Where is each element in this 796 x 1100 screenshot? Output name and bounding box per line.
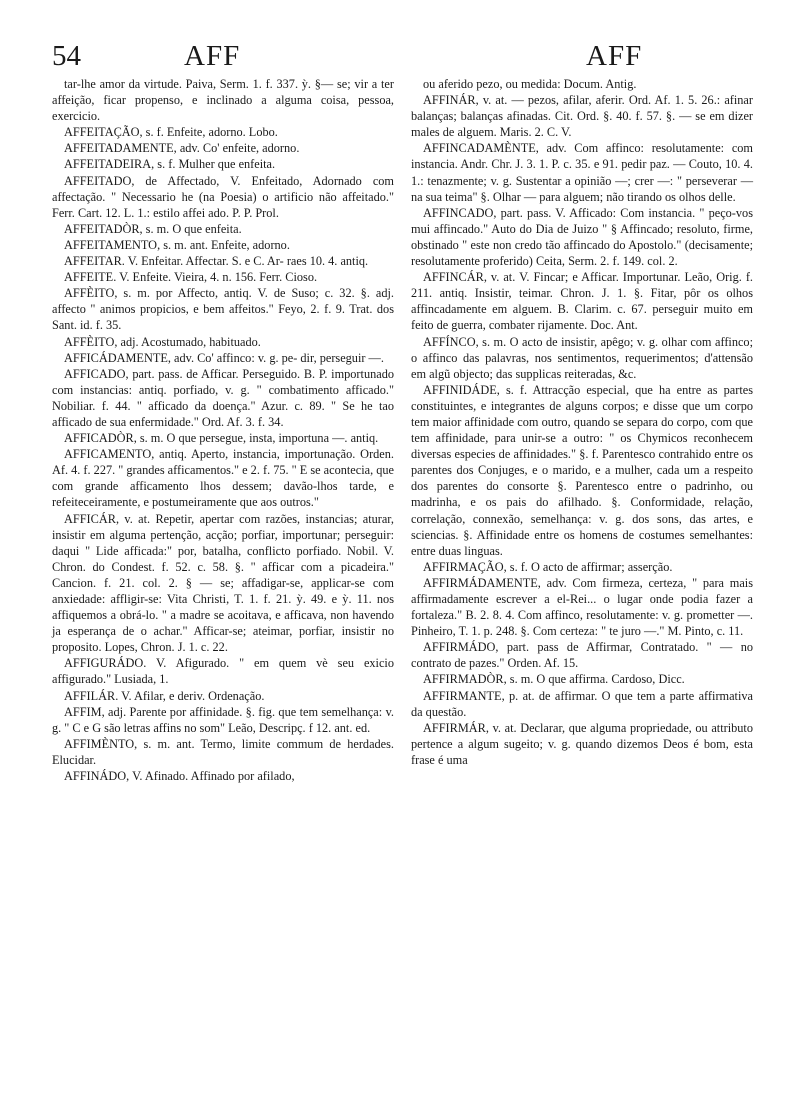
- page-number: 54: [52, 40, 81, 72]
- entry: AFFICAMENTO, antiq. Aperto, instancia, importunação. Orden. Af. 4. f. 227. " grandes afficamentos." e 2. f. 75. " E se acontecia, que com grande afficamento lhos dessem; davão-lhos tarde, e refeiteceiramente, e postumeiramente que aos outros.": [52, 447, 394, 510]
- entry: AFFÍNCO, s. m. O acto de insistir, apêgo; v. g. olhar com affinco; o affinco das palavras, nos sentimentos, requerimentos; d'attensão em algũ objecto; das supplicas reiteradas, &c.: [411, 334, 753, 381]
- entry: AFFICÁDAMENTE, adv. Co' affinco: v. g. pe- dir, perseguir —.: [64, 350, 384, 365]
- entry: AFFIRMADÒR, s. m. O que affirma. Cardoso, Dicc.: [423, 672, 685, 687]
- entry: AFFINCÁR, v. at. V. Fincar; e Afficar. Importunar. Leão, Orig. f. 211. antiq. Insistir, teimar. Chron. J. 1. §. Fitar, pôr os olhos affincadamente em alguem. B. Clarim. c. 67. perseguir muito em feito de guerra, combater rijamente. Doc. Ant.: [411, 270, 753, 333]
- left-column: [52, 76, 394, 784]
- entry: ou aferido pezo, ou medida: Docum. Antig.: [423, 77, 637, 91]
- entry: AFFEITAMENTO, s. m. ant. Enfeite, adorno.: [64, 237, 290, 252]
- entry: AFFEITADÒR, s. m. O que enfeita.: [64, 221, 242, 236]
- entry: AFFINÁDO, V. Afinado. Affinado por afilado,: [64, 769, 295, 784]
- entry: AFFIRMÁDO, part. pass de Affirmar, Contratado. " — no contrato de pazes." Orden. Af. 15.: [411, 640, 753, 671]
- entry: AFFICÁR, v. at. Repetir, apertar com razões, instancias; aturar, insistir em alguma pertenção, acção; porfiar, importunar; perseguir: daqui " Lide afficada:" por, batalha, conflicto porfiado. Nobil. V. Chron. do Condest. f. 52. c. 58. §. " afficar com a picadeira." Cancion. f. 21. col. 2. § — se; affadigar-se, applicar-se com anxiedade: affligir-se: Vita Christi, T. 1. f. 21. ỳ. 49. e ỳ. 11. nos affiquemos a obrá-lo. " a madre se acoitava, e afficava, non havendo ja esperança de o achar." Afficar-se; ateimar, porfiar, insistir no proposito. Lopes, Chron. J. 1. c. 22.: [52, 511, 394, 655]
- running-head-right: AFF: [586, 40, 643, 72]
- entry: AFFIGURÁDO. V. Afigurado. " em quem vè seu exicio affigurado." Lusiada, 1.: [52, 656, 394, 687]
- entry: AFFICADÒR, s. m. O que persegue, insta, importuna —. antiq.: [64, 431, 379, 446]
- entry: AFFIM, adj. Parente por affinidade. §. fig. que tem semelhança: v. g. " C e G são letras affins no som" Leão, Descripç. f 12. ant. ed.: [52, 704, 394, 735]
- entry: AFFIRMANTE, p. at. de affirmar. O que tem a parte affirmativa da questão.: [411, 688, 753, 719]
- entry: AFFINCADAMÈNTE, adv. Com affinco: resolutamente: com instancia. Andr. Chr. J. 3. 1. P. c. 35. e 91. pedir paz. — Couto, 10. 4. 1.: tenazmente; v. g. Sustentar a opinião —; crer —: " perseverar — na sua teima" §. Olhar — para alguem; não tirando os olhos delle.: [411, 141, 753, 204]
- entry: AFFÈITO, adj. Acostumado, habituado.: [64, 334, 261, 349]
- entry: AFFILÁR. V. Afilar, e deriv. Ordenação.: [64, 688, 265, 703]
- entry: AFFINIDÁDE, s. f. Attracção especial, que ha entre as partes constituintes, e integrantes de alguns corpos; e disse que um corpo tem maior affinidade com outro, quando se separa do corpo, com que tem affinidade, para unir-se a outro: " os Chymicos reconhecem diversas especies de affinidades." §. f. Parentesco contrahido entre os parentes dos Conjuges, e o marido, e a mulher, cada um a respeito dos parentes do consorte §. Parentesco entre o padrinho, ou madrinha, e os pais do afilhado. §. Conformidade, relação, correlação, connexão, semelhança: v. g. dos sons, das artes, e sciencias. §. Affinidade entre os homens de costumes semelhantes: entre duas linguas.: [411, 382, 753, 558]
- running-head-left: AFF: [184, 40, 241, 72]
- entry: tar-lhe amor da virtude. Paiva, Serm. 1. f. 337. ỳ. §— se; vir a ter affeição, ficar propenso, e inclinado a alguma coisa, pessoa, exercicio.: [52, 77, 394, 124]
- entry: AFFIRMÁR, v. at. Declarar, que alguma propriedade, ou attributo pertence a algum sugeito; v. g. quando dizemos Deos é bom, esta frase é uma: [411, 720, 753, 767]
- entry: AFFEITADO, de Affectado, V. Enfeitado, Adornado com affectação. " Necessario he (na Poesia) o artificio não affeitado." Ferr. Cart. 12. L. 1.: estilo affei ado. P. P. Prol.: [52, 173, 394, 220]
- entry: AFFIRMAÇÃO, s. f. O acto de affirmar; asserção.: [423, 559, 673, 574]
- right-column: [411, 76, 753, 768]
- entry: AFFEITADAMENTE, adv. Co' enfeite, adorno.: [64, 141, 300, 156]
- entry: AFFINÁR, v. at. — pezos, afilar, aferir. Ord. Af. 1. 5. 26.: afinar balanças; balanças afinadas. Cit. Ord. §. 40. f. 57. §. — se em dizer males de alguem. Maris. 2. C. V.: [411, 93, 753, 140]
- entry: AFFEITE. V. Enfeite. Vieira, 4. n. 156. Ferr. Cioso.: [64, 270, 318, 285]
- entry: AFFINCADO, part. pass. V. Afficado: Com instancia. " peço-vos mui affincado." Auto do Dia de Juizo " § Affincado; resoluto, firme, obstinado " este non credo tão affincado do Apostolo." (decisamente; resolutamente proferido) Ceita, Serm. 2. f. 149. col. 2.: [411, 205, 753, 269]
- entry: AFFEITADEIRA, s. f. Mulher que enfeita.: [64, 157, 276, 172]
- entry: AFFIMÈNTO, s. m. ant. Termo, limite commum de herdades. Elucidar.: [52, 736, 394, 767]
- entry: AFFEITAÇÃO, s. f. Enfeite, adorno. Lobo.: [64, 125, 278, 140]
- entry: AFFIRMÁDAMENTE, adv. Com firmeza, certeza, " para mais affirmadamente escrever a el-Rei... o lugar onde podia fazer a fortaleza." B. 2. 8. 4. Com affinco, resolutamente: v. g. prometter —. Pinheiro, T. 1. p. 248. §. Com certeza: " te juro —." M. Pinto, c. 11.: [411, 575, 753, 639]
- entry: AFFEITAR. V. Enfeitar. Affectar. S. e C. Ar- raes 10. 4. antiq.: [64, 254, 369, 269]
- entry: AFFICADO, part. pass. de Afficar. Perseguido. B. P. importunado com instancias: antiq. porfiado, v. g. " combatimento afficado." Nobiliar. f. 44. " afficado da doença." Azur. c. 89. " Se he tao afficado de sua enfermidade." Ord. Af. 3. f. 34.: [52, 366, 394, 429]
- entry: AFFÈITO, s. m. por Affecto, antiq. V. de Suso; c. 32. §. adj. affecto " animos propicios, e bem affeitos." Feyo, 2. f. 9. Trat. dos Sant. id. f. 35.: [52, 286, 394, 333]
